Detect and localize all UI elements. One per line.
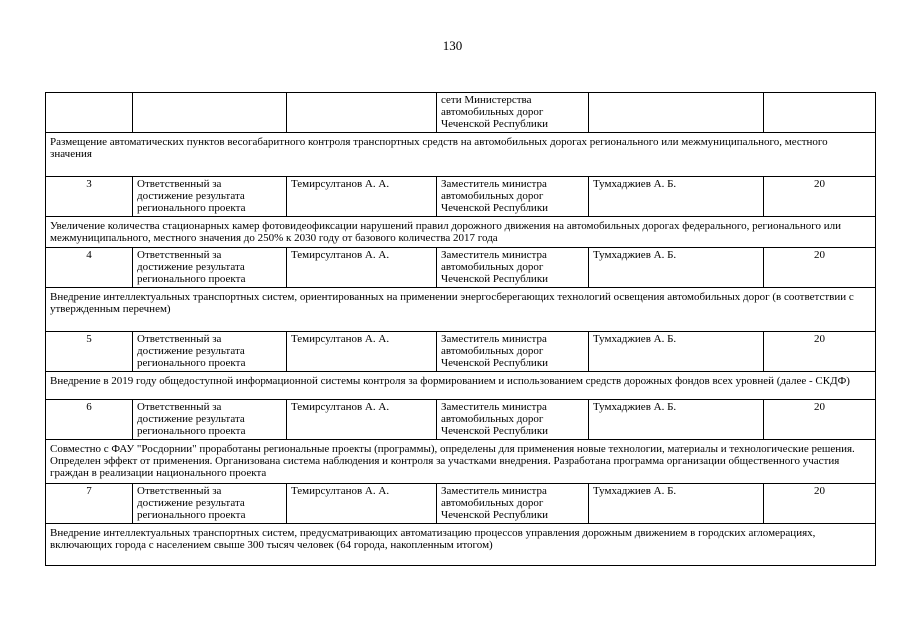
row-number: 5 (46, 332, 133, 372)
responsibility-table (45, 92, 876, 566)
supervisor-person: Тумхаджиев А. Б. (589, 177, 764, 217)
section-description-row (46, 133, 876, 177)
table-row (46, 332, 876, 372)
table-cell (46, 93, 133, 133)
role-cell: Ответственный за достижение результата регионального проекта (133, 248, 287, 288)
table-cell (133, 93, 287, 133)
responsible-person: Темирсултанов А. А. (287, 248, 437, 288)
continuation-row (46, 93, 876, 133)
responsible-person: Темирсултанов А. А. (287, 332, 437, 372)
page-number: 130 (442, 38, 463, 53)
row-number: 4 (46, 248, 133, 288)
row-number: 7 (46, 484, 133, 524)
value-cell: 20 (764, 400, 876, 440)
role-cell: Ответственный за достижение результата регионального проекта (133, 177, 287, 217)
table-row (46, 248, 876, 288)
table-row (46, 484, 876, 524)
value-cell: 20 (764, 248, 876, 288)
section-description-row (46, 372, 876, 400)
position-cell: Заместитель министра автомобильных дорог Чеченской Республики (437, 177, 589, 217)
table-row (46, 177, 876, 217)
section-description: Увеличение количества стационарных камер фотовидеофиксации нарушений правил дорожного движения на автомобильных дорогах федерального, регионального или межмуниципального, местного значения до 250% к 2030 году от базового количества 2017 года (46, 217, 876, 248)
role-cell: Ответственный за достижение результата регионального проекта (133, 400, 287, 440)
supervisor-person: Тумхаджиев А. Б. (589, 484, 764, 524)
value-cell: 20 (764, 332, 876, 372)
section-description: Внедрение в 2019 году общедоступной информационной системы контроля за формированием и использованием средств дорожных фондов всех уровней (далее - СКДФ) (46, 372, 876, 400)
section-description-row (46, 524, 876, 566)
supervisor-person: Тумхаджиев А. Б. (589, 400, 764, 440)
section-description: Совместно с ФАУ "Росдорнии" проработаны региональные проекты (программы), определены для применения новые технологии, материалы и технологические решения. Определен эффект от применения. Организована система наблюдения и контроля за участками внедрения. Разработана программа организации общественного участия граждан в реализации национального проекта (46, 440, 876, 484)
supervisor-person: Тумхаджиев А. Б. (589, 332, 764, 372)
supervisor-person: Тумхаджиев А. Б. (589, 248, 764, 288)
responsible-person: Темирсултанов А. А. (287, 177, 437, 217)
table-cell (764, 93, 876, 133)
section-description-row (46, 440, 876, 484)
role-cell: Ответственный за достижение результата регионального проекта (133, 332, 287, 372)
row-number: 3 (46, 177, 133, 217)
section-description: Размещение автоматических пунктов весогабаритного контроля транспортных средств на автомобильных дорогах регионального или межмуниципального, местного значения (46, 133, 876, 177)
responsible-person: Темирсултанов А. А. (287, 484, 437, 524)
section-description-row (46, 288, 876, 332)
table-cell: сети Министерства автомобильных дорог Чеченской Республики (437, 93, 589, 133)
position-cell: Заместитель министра автомобильных дорог Чеченской Республики (437, 484, 589, 524)
section-description: Внедрение интеллектуальных транспортных систем, ориентированных на применении энергосберегающих технологий освещения автомобильных дорог (в соответствии с утвержденным перечнем) (46, 288, 876, 332)
table-row (46, 400, 876, 440)
position-cell: Заместитель министра автомобильных дорог Чеченской Республики (437, 400, 589, 440)
responsible-person: Темирсултанов А. А. (287, 400, 437, 440)
section-description: Внедрение интеллектуальных транспортных систем, предусматривающих автоматизацию процессов управления дорожным движением в городских агломерациях, включающих города с населением свыше 300 тысяч человек (64 города, накопленным итогом) (46, 524, 876, 566)
row-number: 6 (46, 400, 133, 440)
table-cell (589, 93, 764, 133)
position-cell: Заместитель министра автомобильных дорог Чеченской Республики (437, 332, 589, 372)
value-cell: 20 (764, 177, 876, 217)
value-cell: 20 (764, 484, 876, 524)
section-description-row (46, 217, 876, 248)
position-cell: Заместитель министра автомобильных дорог Чеченской Республики (437, 248, 589, 288)
role-cell: Ответственный за достижение результата регионального проекта (133, 484, 287, 524)
table-cell (287, 93, 437, 133)
